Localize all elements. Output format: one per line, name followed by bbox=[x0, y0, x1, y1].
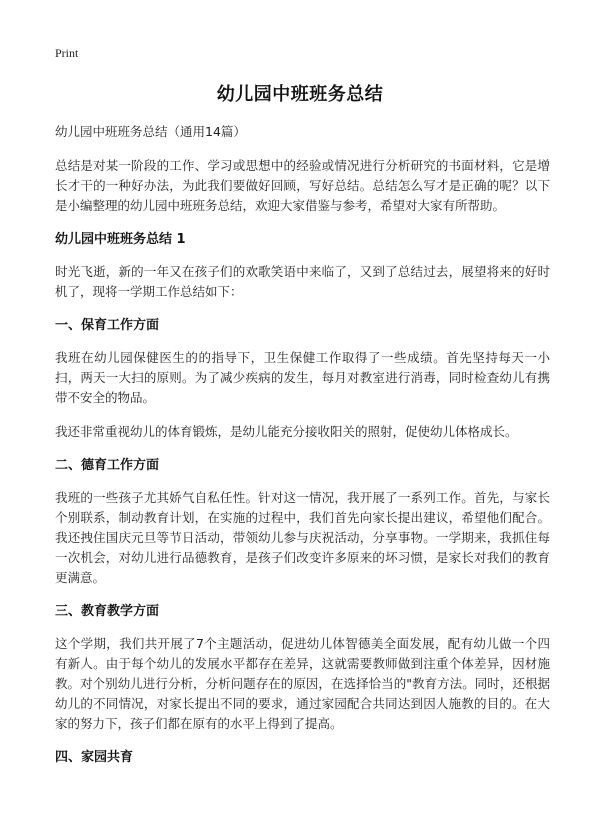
care-paragraph-2: 我还非常重视幼儿的体育锻炼，是幼儿能充分接收阳关的照射，促使幼儿体格成长。 bbox=[55, 424, 518, 439]
intro-paragraph: 总结是对某一阶段的工作、学习或思想中的经验或情况进行分析研究的书面材料，它是增长才干的一种好办法，为此我们要做好回顾，写好总结。总结怎么写才是正确的呢？以下是小编整理的幼儿园中班班务总结，欢迎大家借鉴与参考，希望对大家有所帮助。 bbox=[55, 158, 550, 213]
section-heading-care: 一、保育工作方面 bbox=[55, 318, 160, 333]
section-heading-moral: 二、德育工作方面 bbox=[55, 458, 160, 473]
document-subtitle: 幼儿园中班班务总结（通用14篇） bbox=[55, 124, 246, 139]
section-heading-home-school: 四、家园共育 bbox=[55, 750, 134, 765]
document-body bbox=[55, 122, 550, 780]
print-link[interactable]: Print bbox=[55, 46, 79, 60]
moral-paragraph-1: 我班的一些孩子尤其娇气自私任性。针对这一情况，我开展了一系列工作。首先，与家长个别联系，制动教育计划，在实施的过程中，我们首先向家长提出建议，希望他们配合。我还拽住国庆元旦等节日活动，带领幼儿参与庆祝活动，分享事物。一学期来，我抓住每一次机会，对幼儿进行品德教育，是孩子们改变许多原来的坏习惯，是家长对我们的教育更满意。 bbox=[55, 490, 550, 585]
section-main-heading: 幼儿园中班班务总结 1 bbox=[55, 232, 186, 247]
teaching-paragraph-1: 这个学期，我们共开展了7个主题活动，促进幼儿体智德美全面发展，配有幼儿做一个四有新人。由于每个幼儿的发展水平都存在差异，这就需要教师做到注重个体差异，因材施教。对个别幼儿进行分析，分析问题存在的原因，在选择恰当的"教育方法。同时，还根据幼儿的不同情况，对家长提出不同的要求，通过家园配合共同达到因人施教的目的。在大家的努力下，孩子们都在原有的水平上得到了提高。 bbox=[55, 636, 550, 731]
section-heading-teaching: 三、教育教学方面 bbox=[55, 604, 160, 619]
section-main-intro: 时光飞逝，新的一年又在孩子们的欢歌笑语中来临了，又到了总结过去，展望将来的好时机了，现将一学期工作总结如下： bbox=[55, 264, 550, 299]
care-paragraph-1: 我班在幼儿园保健医生的的指导下，卫生保健工作取得了一些成绩。首先坚持每天一小扫，两天一大扫的原则。为了减少疾病的发生，每月对教室进行消毒，同时检查幼儿有携带不安全的物品。 bbox=[55, 350, 550, 405]
document-title: 幼儿园中班班务总结 bbox=[216, 84, 384, 105]
